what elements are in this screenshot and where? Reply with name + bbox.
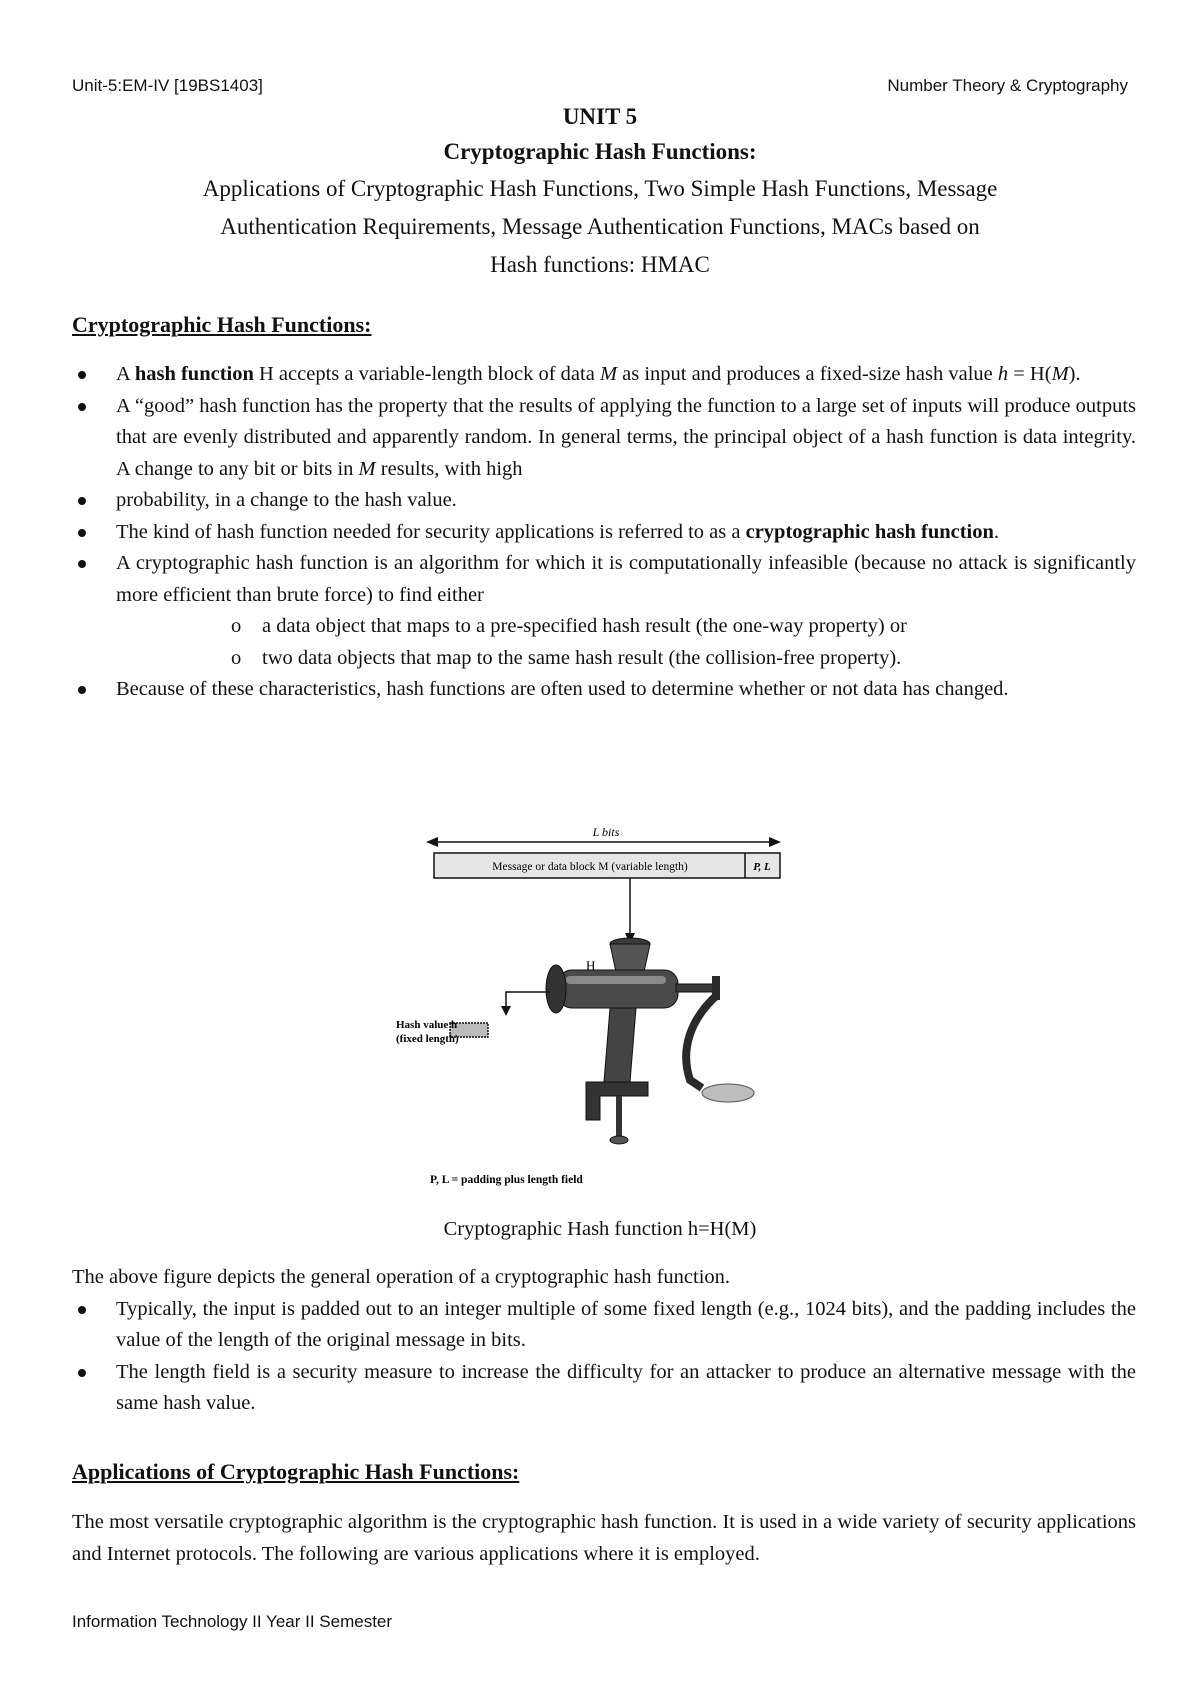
bullet-icon bbox=[78, 403, 86, 411]
after-figure-list bbox=[72, 1294, 1136, 1420]
topics-line-1: Applications of Cryptographic Hash Functions, Two Simple Hash Functions, Message bbox=[202, 176, 998, 201]
list-item: The kind of hash function needed for security applications is referred to as a cryptographic hash function. bbox=[72, 517, 1136, 549]
list-item: The length field is a security measure to increase the difficulty for an attacker to produce an alternative message with the same hash value. bbox=[72, 1357, 1136, 1420]
sub-list bbox=[116, 611, 1136, 674]
l-bits-label: L bits bbox=[592, 825, 620, 839]
after-figure-intro: The above figure depicts the general operation of a cryptographic hash function. bbox=[72, 1266, 731, 1288]
bullet-icon bbox=[78, 371, 86, 379]
list-item: probability, in a change to the hash value. bbox=[72, 485, 1136, 517]
list-item: A hash function H accepts a variable-length block of data M as input and produces a fixed-size hash value h = H(M). bbox=[72, 359, 1136, 391]
after-figure-body bbox=[72, 1262, 1136, 1420]
h-label: H bbox=[586, 958, 596, 973]
unit-title: UNIT 5 bbox=[562, 104, 638, 129]
bullet-icon bbox=[78, 1369, 86, 1377]
section-heading-applications: Applications of Cryptographic Hash Functions: bbox=[72, 1459, 520, 1484]
bullet-list bbox=[72, 359, 1136, 706]
list-item: A “good” hash function has the property that the results of applying the function to a large set of inputs will produce outputs that are evenly distributed and apparently random. In general terms, the principal object of a hash function is data integrity. A change to any bit or bits in M results, with high bbox=[72, 391, 1136, 486]
message-block-label: Message or data block M (variable length) bbox=[492, 861, 688, 873]
bullet-icon bbox=[78, 529, 86, 537]
bullet-icon bbox=[78, 1306, 86, 1314]
figure-legend: P, L = padding plus length field bbox=[430, 1174, 583, 1186]
section2-para: The most versatile cryptographic algorithm is the cryptographic hash function. It is used in a wide variety of security applications and Internet protocols. The following are various applications where it is employed. bbox=[72, 1511, 1136, 1565]
topics-line-3: Hash functions: HMAC bbox=[490, 252, 710, 277]
hash-function-figure bbox=[390, 820, 820, 1190]
hash-value-label: Hash value h bbox=[396, 1019, 458, 1031]
list-item: Because of these characteristics, hash functions are often used to determine whether or not data has changed. bbox=[72, 674, 1136, 706]
list-item: A cryptographic hash function is an algorithm for which it is computationally infeasible (because no attack is significantly more efficient than brute force) to find either o a data object that maps to a pre-specified hash result (the one-way property) or o two data objects that map to the same hash result (the collision-free property). bbox=[72, 548, 1136, 674]
title-block bbox=[72, 100, 1128, 284]
sub-list-item: o a data object that maps to a pre-specified hash result (the one-way property) or bbox=[231, 615, 907, 637]
hash-value-sub-label: (fixed length) bbox=[396, 1033, 459, 1045]
output-arrow bbox=[506, 992, 550, 1010]
header-right: Number Theory & Cryptography bbox=[887, 76, 1128, 95]
bullet-icon bbox=[78, 686, 86, 694]
grinder-icon bbox=[546, 938, 754, 1144]
section-heading-hash-functions: Cryptographic Hash Functions: bbox=[72, 312, 372, 337]
header-left: Unit-5:EM-IV [19BS1403] bbox=[72, 76, 263, 95]
topics-line-2: Authentication Requirements, Message Authentication Functions, MACs based on bbox=[220, 214, 980, 239]
figure-caption: Cryptographic Hash function h=H(M) bbox=[443, 1218, 757, 1240]
bullet-icon bbox=[78, 560, 86, 568]
sub-list-item: o two data objects that map to the same hash result (the collision-free property). bbox=[231, 646, 902, 669]
footer: Information Technology II Year II Semester bbox=[72, 1612, 393, 1631]
pl-field-label: P, L bbox=[753, 861, 771, 873]
section1-body bbox=[72, 359, 1136, 706]
list-item: Typically, the input is padded out to an integer multiple of some fixed length (e.g., 1024 bits), and the padding includes the value of the length of the original message in bits. bbox=[72, 1294, 1136, 1357]
main-title: Cryptographic Hash Functions: bbox=[443, 139, 757, 164]
bullet-icon bbox=[78, 497, 86, 505]
